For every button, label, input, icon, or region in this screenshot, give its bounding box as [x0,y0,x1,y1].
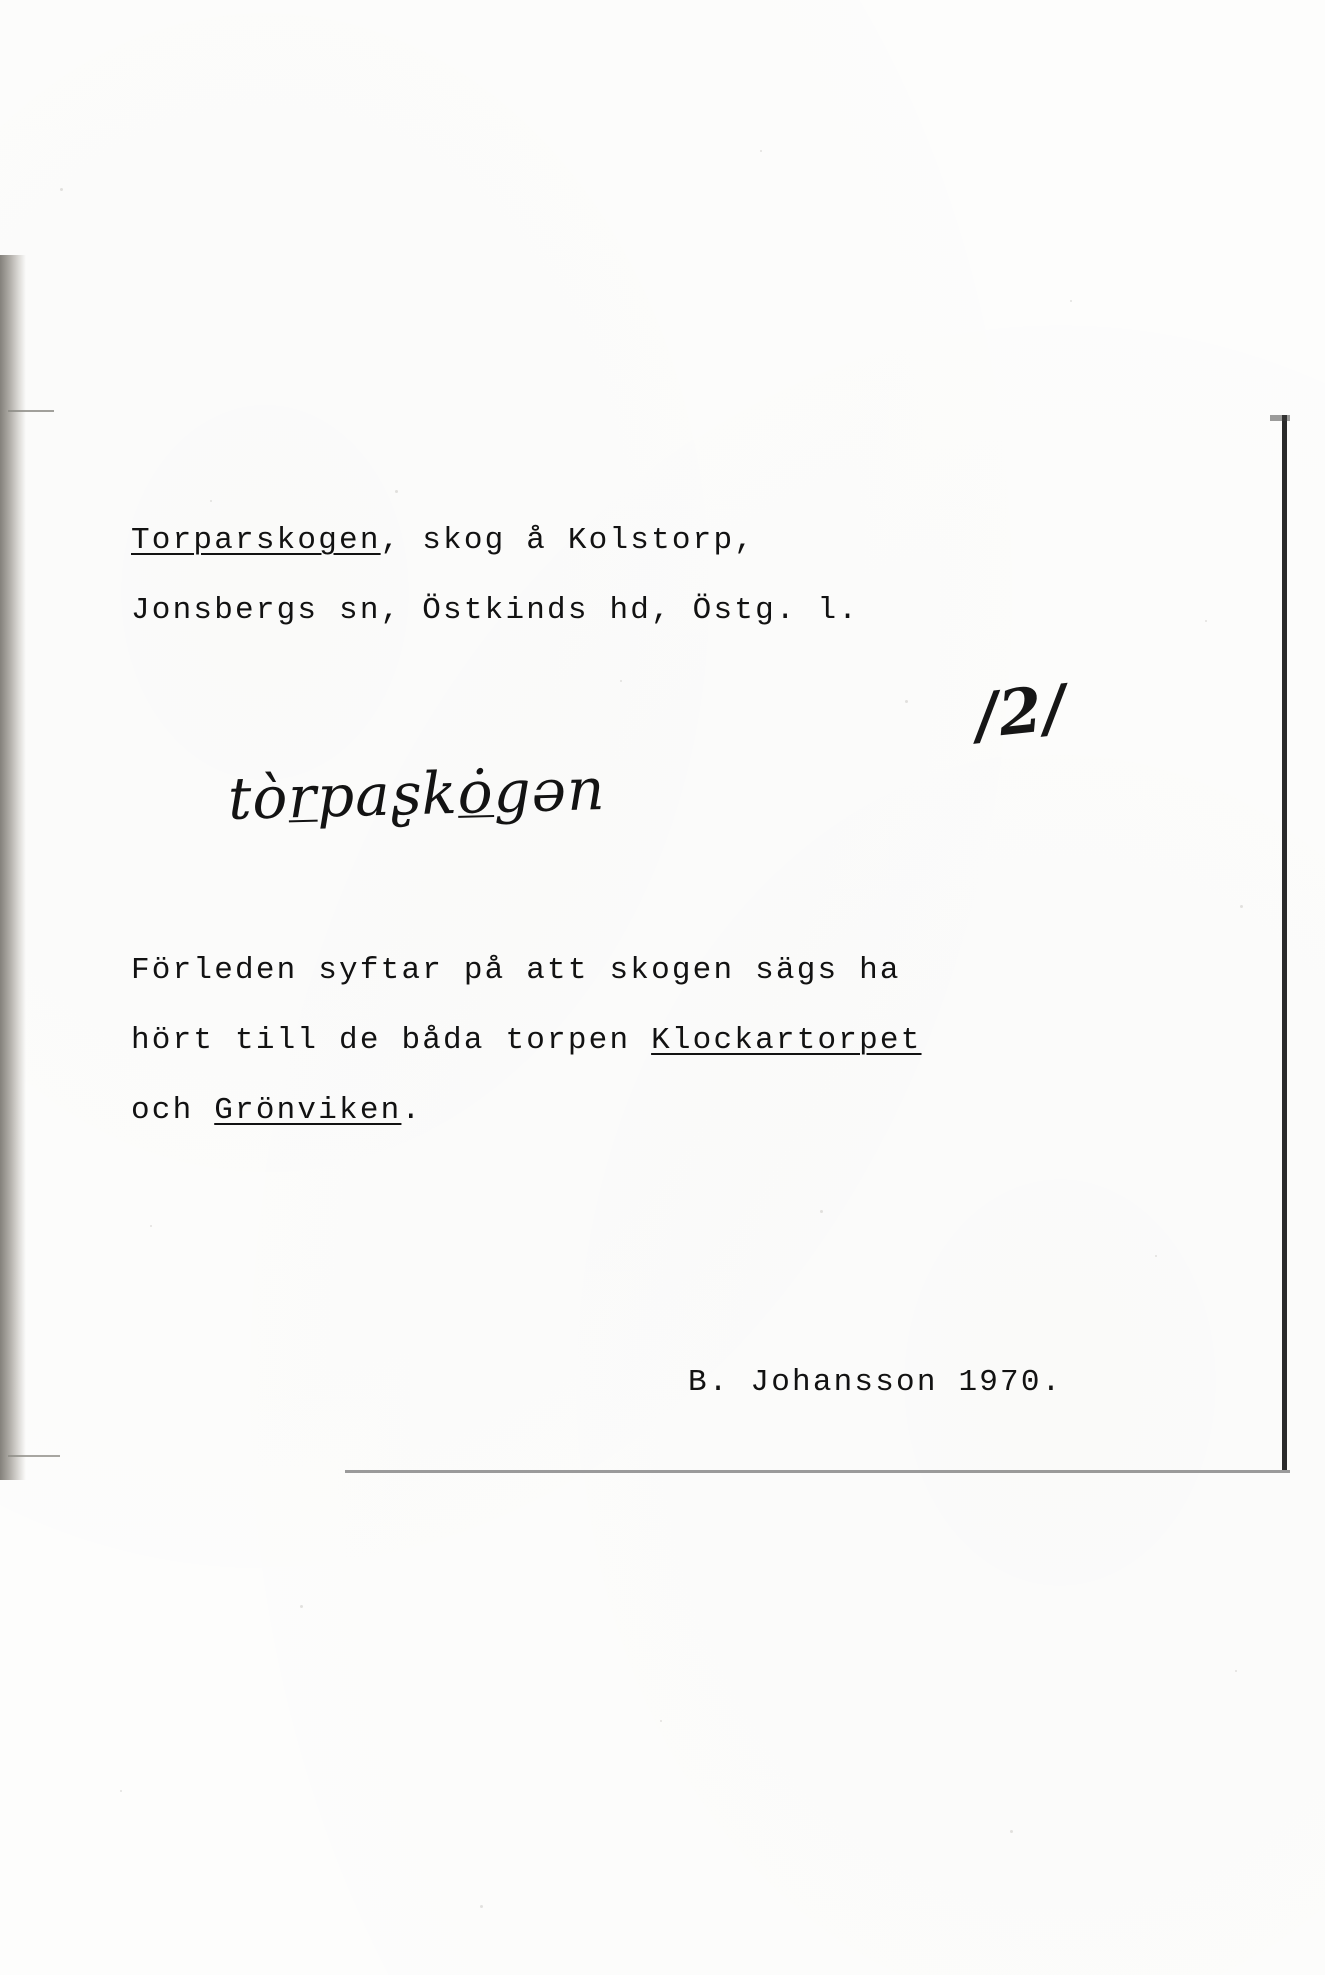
card-bottom-border [345,1470,1290,1473]
body-line-3 [131,1095,422,1126]
card-right-border [1282,415,1287,1470]
card-corner-shadow [1270,415,1290,421]
signature-line: B. Johansson 1970. [688,1365,1063,1400]
scan-edge-tick-top [8,410,54,412]
phonetic-part-3: pa [316,760,392,831]
phonetic-part-5: ȯ [456,757,495,827]
body-line-2 [131,1025,922,1056]
scan-edge-tick-bottom [8,1455,60,1457]
handwritten-archive-number: /2/ [971,670,1071,753]
handwritten-phonetic-transcription [227,755,606,833]
body-line-2-text: hört till de båda torpen [131,1023,652,1058]
card-location-line: Jonsbergs sn, Östkinds hd, Östg. l. [131,593,860,628]
body-line-3-text: och [131,1093,215,1128]
referenced-place-gronviken: Grönviken [214,1093,402,1128]
phonetic-part-6: gǝn [492,755,607,826]
phonetic-part-4: ʂk [389,758,459,829]
card-headword-line [131,525,755,556]
phonetic-part-2: r [287,762,318,832]
body-line-1: Förleden syftar på att skogen sägs ha [131,953,901,988]
headword: Torparskogen [131,523,381,558]
headword-qualifier: , skog å Kolstorp, [380,523,756,558]
referenced-place-klockartorpet: Klockartorpet [651,1023,922,1058]
phonetic-part-1: tò [227,763,290,833]
scan-edge-shadow [0,255,26,1480]
body-line-3-period: . [401,1093,423,1128]
